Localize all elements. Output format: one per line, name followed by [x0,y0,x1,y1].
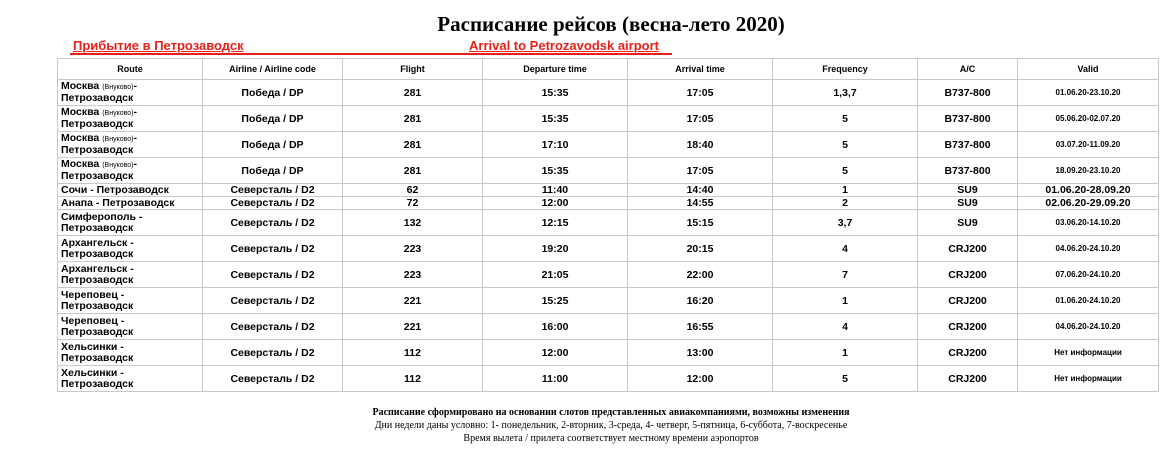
route-cell: Архангельск - Петрозаводск [58,236,203,262]
frequency-cell: 4 [773,314,918,340]
aircraft-cell: B737-800 [918,80,1018,106]
valid-cell: 07.06.20-24.10.20 [1018,262,1159,288]
airline-cell: Северсталь / D2 [203,288,343,314]
note-local-time: Время вылета / прилета соответствует местному времени аэропортов [463,433,759,444]
valid-cell: 18.09.20-23.10.20 [1018,158,1159,184]
aircraft-cell: SU9 [918,184,1018,197]
arrival-cell: 18:40 [628,132,773,158]
flight-cell: 281 [343,106,483,132]
departure-cell: 12:00 [483,340,628,366]
table-row [58,340,1159,366]
valid-cell: 04.06.20-24.10.20 [1018,314,1159,340]
route-cell: Хельсинки - Петрозаводск [58,366,203,392]
flight-cell: 223 [343,236,483,262]
footer-notes [0,406,1171,445]
aircraft-cell: CRJ200 [918,236,1018,262]
schedule-table [57,58,1159,392]
airline-cell: Северсталь / D2 [203,314,343,340]
arrival-cell: 22:00 [628,262,773,288]
departure-cell: 12:00 [483,197,628,210]
valid-cell: 03.07.20-11.09.20 [1018,132,1159,158]
valid-cell: 01.06.20-24.10.20 [1018,288,1159,314]
airline-cell: Победа / DP [203,158,343,184]
table-row [58,236,1159,262]
route-cell: Москва (Внуково)- Петрозаводск [58,80,203,106]
subtitle-english: Arrival to Petrozavodsk airport [469,38,659,53]
flight-cell: 281 [343,132,483,158]
aircraft-cell: SU9 [918,197,1018,210]
table-row [58,132,1159,158]
frequency-cell: 4 [773,236,918,262]
frequency-cell: 5 [773,158,918,184]
flight-cell: 132 [343,210,483,236]
flight-cell: 72 [343,197,483,210]
aircraft-cell: CRJ200 [918,340,1018,366]
valid-cell: Нет информации [1018,366,1159,392]
column-header-frequency: Frequency [773,59,918,80]
flight-cell: 221 [343,288,483,314]
valid-cell: 02.06.20-29.09.20 [1018,197,1159,210]
departure-cell: 15:35 [483,80,628,106]
arrival-cell: 15:15 [628,210,773,236]
airline-cell: Победа / DP [203,132,343,158]
flight-cell: 223 [343,262,483,288]
airline-cell: Северсталь / D2 [203,262,343,288]
route-cell: Москва (Внуково)- Петрозаводск [58,106,203,132]
route-cell: Москва (Внуково)- Петрозаводск [58,158,203,184]
valid-cell: 05.06.20-02.07.20 [1018,106,1159,132]
table-row [58,288,1159,314]
airline-cell: Северсталь / D2 [203,236,343,262]
arrival-cell: 14:55 [628,197,773,210]
frequency-cell: 3,7 [773,210,918,236]
frequency-cell: 5 [773,106,918,132]
departure-cell: 11:40 [483,184,628,197]
route-cell: Череповец - Петрозаводск [58,314,203,340]
column-header-flight: Flight [343,59,483,80]
airline-cell: Северсталь / D2 [203,184,343,197]
route-cell: Симферополь - Петрозаводск [58,210,203,236]
valid-cell: Нет информации [1018,340,1159,366]
frequency-cell: 1,3,7 [773,80,918,106]
departure-cell: 15:35 [483,158,628,184]
valid-cell: 03.06.20-14.10.20 [1018,210,1159,236]
column-header-departure: Departure time [483,59,628,80]
departure-cell: 15:35 [483,106,628,132]
frequency-cell: 5 [773,132,918,158]
aircraft-cell: CRJ200 [918,366,1018,392]
arrival-cell: 20:15 [628,236,773,262]
departure-cell: 19:20 [483,236,628,262]
valid-cell: 01.06.20-23.10.20 [1018,80,1159,106]
route-cell: Москва (Внуково)- Петрозаводск [58,132,203,158]
airline-cell: Победа / DP [203,80,343,106]
airline-cell: Северсталь / D2 [203,366,343,392]
table-row [58,197,1159,210]
frequency-cell: 7 [773,262,918,288]
aircraft-cell: B737-800 [918,132,1018,158]
departure-cell: 17:10 [483,132,628,158]
aircraft-cell: SU9 [918,210,1018,236]
valid-cell: 01.06.20-28.09.20 [1018,184,1159,197]
flight-cell: 112 [343,340,483,366]
aircraft-cell: CRJ200 [918,262,1018,288]
airline-cell: Северсталь / D2 [203,210,343,236]
table-row [58,262,1159,288]
airline-cell: Северсталь / D2 [203,340,343,366]
column-header-valid: Valid [1018,59,1159,80]
column-header-arrival: Arrival time [628,59,773,80]
aircraft-cell: B737-800 [918,106,1018,132]
route-cell: Хельсинки - Петрозаводск [58,340,203,366]
subtitle-russian: Прибытие в Петрозаводск [73,38,244,53]
arrival-cell: 14:40 [628,184,773,197]
frequency-cell: 2 [773,197,918,210]
arrival-cell: 17:05 [628,80,773,106]
flight-cell: 221 [343,314,483,340]
table-row [58,80,1159,106]
departure-cell: 21:05 [483,262,628,288]
departure-cell: 12:15 [483,210,628,236]
arrival-cell: 17:05 [628,158,773,184]
table-header-row [58,59,1159,80]
table-row [58,158,1159,184]
route-cell: Архангельск - Петрозаводск [58,262,203,288]
arrival-cell: 12:00 [628,366,773,392]
table-row [58,106,1159,132]
frequency-cell: 1 [773,340,918,366]
valid-cell: 04.06.20-24.10.20 [1018,236,1159,262]
table-row [58,210,1159,236]
arrival-cell: 13:00 [628,340,773,366]
flight-cell: 281 [343,80,483,106]
route-cell: Сочи - Петрозаводск [58,184,203,197]
arrival-cell: 17:05 [628,106,773,132]
airline-cell: Северсталь / D2 [203,197,343,210]
column-header-airline: Airline / Airline code [203,59,343,80]
flight-cell: 281 [343,158,483,184]
aircraft-cell: B737-800 [918,158,1018,184]
departure-cell: 15:25 [483,288,628,314]
table-row [58,314,1159,340]
table-row [58,184,1159,197]
frequency-cell: 1 [773,288,918,314]
column-header-route: Route [58,59,203,80]
note-weekday-legend: Дни недели даны условно: 1- понедельник, 2-вторник, 3-среда, 4- четверг, 5-пятница, 6-суббота, 7-воскресенье [374,420,848,431]
arrival-cell: 16:55 [628,314,773,340]
note-schedule-disclaimer: Расписание сформировано на основании слотов представленных авиакомпаниями, возможны изменения [372,407,850,418]
subtitle-underline [70,53,672,55]
arrival-cell: 16:20 [628,288,773,314]
aircraft-cell: CRJ200 [918,314,1018,340]
flight-cell: 62 [343,184,483,197]
departure-cell: 16:00 [483,314,628,340]
frequency-cell: 5 [773,366,918,392]
flight-cell: 112 [343,366,483,392]
route-cell: Череповец - Петрозаводск [58,288,203,314]
airline-cell: Победа / DP [203,106,343,132]
table-row [58,366,1159,392]
aircraft-cell: CRJ200 [918,288,1018,314]
frequency-cell: 1 [773,184,918,197]
route-cell: Анапа - Петрозаводск [58,197,203,210]
departure-cell: 11:00 [483,366,628,392]
page-title: Расписание рейсов (весна-лето 2020) [437,12,785,36]
column-header-aircraft: A/C [918,59,1018,80]
